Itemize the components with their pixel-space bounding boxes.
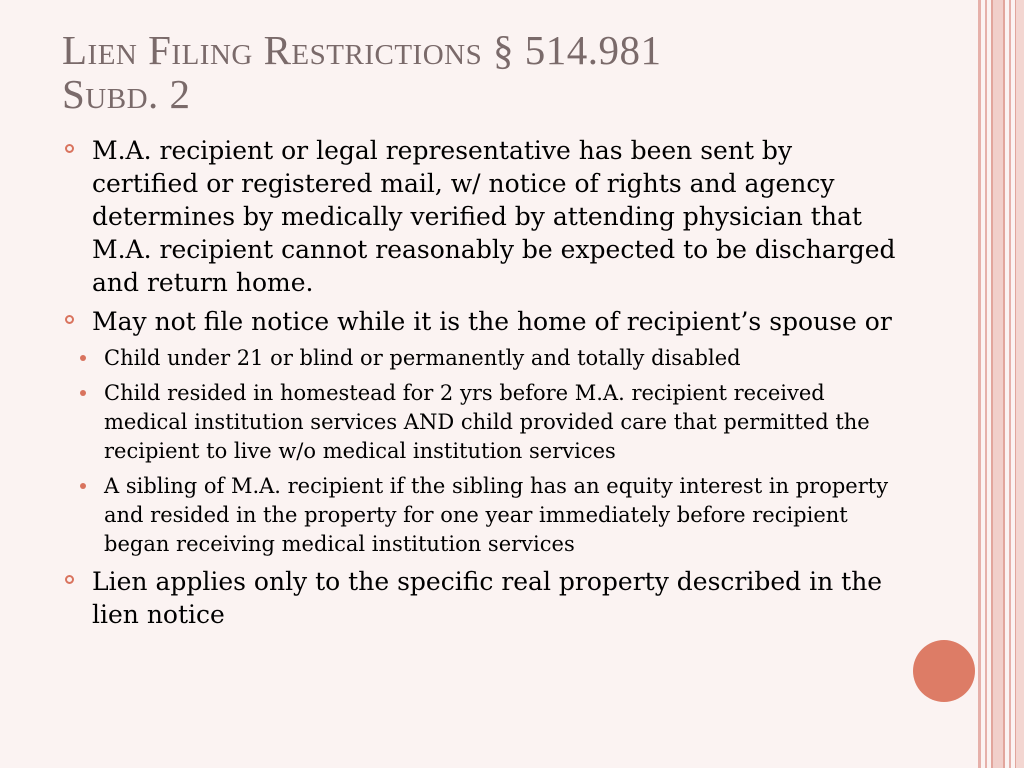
bullet-text: Lien applies only to the specific real property described in the lien notice	[92, 567, 883, 629]
ring-bullet-icon	[65, 575, 74, 584]
stripe	[1015, 0, 1024, 768]
bullet-text: M.A. recipient or legal representative has been sent by certified or registered mail, w/ notice of rights and agency determines by medically verified by attending physician that M.A. recipient cannot reasonably be expected to be discharged and return home.	[92, 136, 896, 297]
dot-bullet-icon	[80, 483, 86, 489]
stripe	[978, 0, 981, 768]
slide-body	[62, 134, 902, 637]
decorative-circle	[913, 640, 975, 702]
sub-bullet-text: Child under 21 or blind or permanently and totally disabled	[104, 346, 741, 370]
stripe	[985, 0, 987, 768]
dot-bullet-icon	[80, 390, 86, 396]
stripe	[1009, 0, 1011, 768]
title-line-1: Lien Filing Restrictions § 514.981	[62, 27, 662, 73]
sub-bullet-item	[62, 472, 902, 559]
stripe	[991, 0, 1005, 768]
bullet-item	[62, 565, 902, 631]
ring-bullet-icon	[65, 315, 74, 324]
slide-title	[62, 28, 902, 116]
bullet-item	[62, 305, 902, 338]
ring-bullet-icon	[65, 144, 74, 153]
sub-bullet-text: Child resided in homestead for 2 yrs before M.A. recipient received medical institution services AND child provided care that permitted the recipient to live w/o medical institution services	[104, 381, 870, 463]
sub-bullet-item	[62, 379, 902, 466]
title-line-2: Subd. 2	[62, 71, 191, 117]
dot-bullet-icon	[80, 355, 86, 361]
bullet-item	[62, 134, 902, 299]
sub-bullet-text: A sibling of M.A. recipient if the sibling has an equity interest in property and resided in the property for one year immediately before recipient began receiving medical institution services	[104, 474, 889, 556]
sub-bullet-list	[62, 344, 902, 559]
decorative-stripes	[978, 0, 1024, 768]
sub-bullet-item	[62, 344, 902, 373]
bullet-text: May not file notice while it is the home of recipient’s spouse or	[92, 307, 892, 336]
